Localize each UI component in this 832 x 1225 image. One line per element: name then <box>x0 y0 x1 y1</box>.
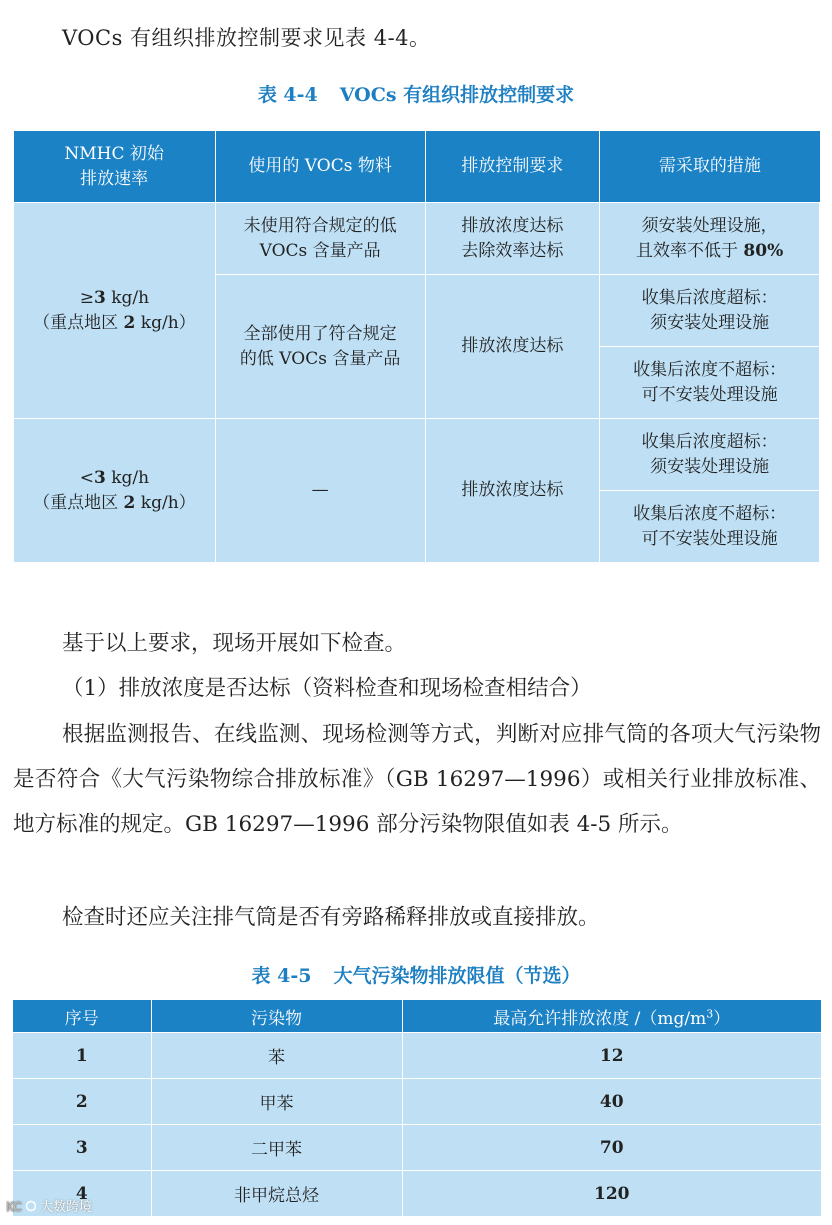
measure-cell: 收集后浓度超标： 须安装处理设施 <box>600 419 820 491</box>
table-row <box>13 1079 821 1125</box>
caption-title: VOCs 有组织排放控制要求 <box>339 84 575 106</box>
row-number: 1 <box>13 1033 151 1079</box>
table-4-4 <box>13 131 820 563</box>
watermark <box>6 1196 92 1215</box>
watermark-logo-icon <box>6 1198 36 1214</box>
key-area-suffix: kg/h） <box>135 312 196 333</box>
table-row <box>13 1125 821 1171</box>
table-header-row <box>13 1000 821 1033</box>
header-limit <box>402 1000 821 1033</box>
limit-label-end: ） <box>713 1008 731 1029</box>
table-4-5 <box>13 1000 821 1216</box>
key-area-prefix: （重点地区 <box>33 492 124 513</box>
measure-cell: 收集后浓度不超标： 可不安装处理设施 <box>600 491 820 563</box>
caption-title: 大气污染物排放限值（节选） <box>333 965 581 987</box>
limit-value: 12 <box>402 1033 821 1079</box>
intro-text: VOCs 有组织排放控制要求见表 4-4。 <box>62 26 431 50</box>
key-area-value: 2 <box>123 492 136 513</box>
requirement-cell: 排放浓度达标 去除效率达标 <box>425 203 600 275</box>
key-area-prefix: （重点地区 <box>33 312 124 333</box>
limit-unit-exponent: 3 <box>706 1006 714 1020</box>
caption-number: 表 4-5 <box>251 965 312 987</box>
svg-text:KC: KC <box>6 1199 22 1214</box>
rate-cell-low <box>14 419 216 563</box>
rate-cell-high <box>14 203 216 419</box>
table-row <box>13 1171 821 1217</box>
material-cell: 全部使用了符合规定 的低 VOCs 含量产品 <box>215 275 425 419</box>
header-material: 使用的 VOCs 物料 <box>215 131 425 203</box>
limit-label: 最高允许排放浓度 /（mg/m <box>493 1008 707 1029</box>
row-number: 2 <box>13 1079 151 1125</box>
table-header-row <box>14 131 820 203</box>
measure-text: 须安装处理设施， 且效率不低于 <box>636 215 778 261</box>
rate-unit: kg/h <box>105 287 150 308</box>
key-area-suffix: kg/h） <box>135 492 196 513</box>
header-requirement: 排放控制要求 <box>425 131 600 203</box>
table-4-4-caption <box>0 80 832 107</box>
header-no: 序号 <box>13 1000 151 1033</box>
caption-number: 表 4-4 <box>257 84 318 106</box>
paragraph: 检查时还应关注排气筒是否有旁路稀释排放或直接排放。 <box>62 905 600 930</box>
pollutant-name: 苯 <box>151 1033 402 1079</box>
requirement-cell: 排放浓度达标 <box>425 419 600 563</box>
paragraph: 根据监测报告、在线监测、现场检测等方式，判断对应排气筒的各项大气污染物是否符合《大气污染物综合排放标准》（GB 16297—1996）或相关行业排放标准、地方标准的规定。GB 16297—1996 部分污染物限值如表 4-5 所示。 <box>13 722 821 837</box>
limit-value: 70 <box>402 1125 821 1171</box>
requirement-cell: 排放浓度达标 <box>425 275 600 419</box>
paragraph: 基于以上要求，现场开展如下检查。 <box>62 631 407 656</box>
table-4-5-caption <box>0 961 832 988</box>
row-number: 3 <box>13 1125 151 1171</box>
header-measures: 需采取的措施 <box>600 131 820 203</box>
pollutant-name: 甲苯 <box>151 1079 402 1125</box>
table-row <box>14 419 820 491</box>
table-row <box>14 203 820 275</box>
measure-cell: 收集后浓度超标： 须安装处理设施 <box>600 275 820 347</box>
key-area-value: 2 <box>123 312 136 333</box>
header-nmhc-rate: NMHC 初始 排放速率 <box>14 131 216 203</box>
rate-symbol: ≥ <box>79 287 94 308</box>
header-pollutant: 污染物 <box>151 1000 402 1033</box>
rate-value: 3 <box>93 287 106 308</box>
limit-value: 120 <box>402 1171 821 1217</box>
material-cell: — <box>215 419 425 563</box>
pollutant-name: 二甲苯 <box>151 1125 402 1171</box>
watermark-text: 大数跨境 <box>40 1200 93 1215</box>
row-number: 4 <box>13 1171 151 1217</box>
pollutant-name: 非甲烷总烃 <box>151 1171 402 1217</box>
table-row <box>13 1033 821 1079</box>
measure-cell <box>600 203 820 275</box>
rate-value: 3 <box>93 467 106 488</box>
rate-unit: kg/h <box>105 467 150 488</box>
paragraph: （1）排放浓度是否达标（资料检查和现场检查相结合） <box>62 676 592 701</box>
measure-cell: 收集后浓度不超标： 可不安装处理设施 <box>600 347 820 419</box>
limit-value: 40 <box>402 1079 821 1125</box>
measure-efficiency: 80% <box>743 240 784 261</box>
rate-symbol: < <box>79 467 94 488</box>
material-cell: 未使用符合规定的低 VOCs 含量产品 <box>215 203 425 275</box>
